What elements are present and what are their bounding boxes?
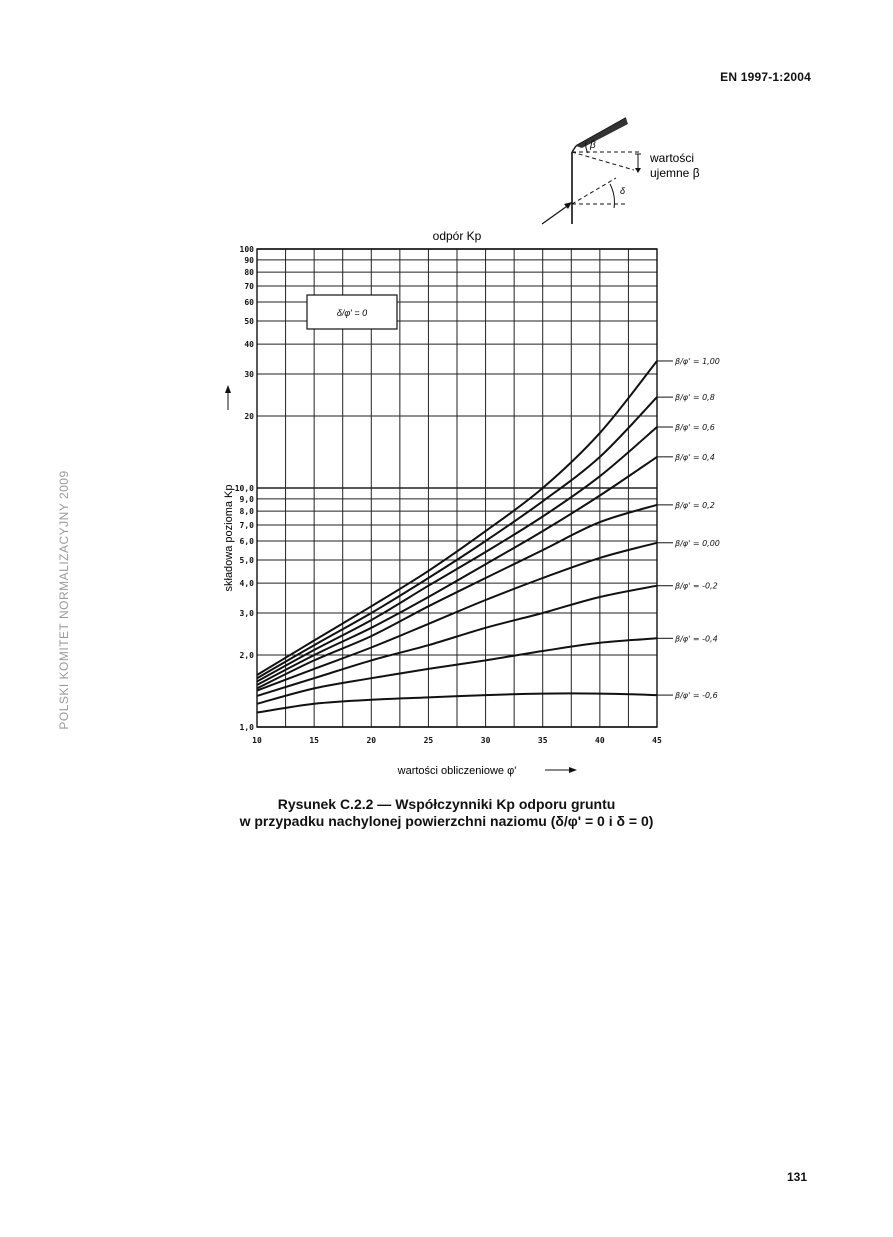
series-label: β/φ' = 0,4 bbox=[675, 452, 715, 462]
x-axis-label: wartości obliczeniowe φ' bbox=[397, 765, 517, 777]
series-label: β/φ' = 0,8 bbox=[675, 393, 715, 403]
x-tick-label: 30 bbox=[480, 736, 491, 745]
ratio-note-text: δ/φ' = 0 bbox=[336, 308, 368, 318]
y-tick-label: 1,0 bbox=[239, 723, 254, 732]
document-id: EN 1997-1:2004 bbox=[720, 70, 811, 84]
y-axis-arrow bbox=[225, 385, 231, 410]
negative-beta-label: wartości bbox=[650, 151, 695, 165]
x-tick-label: 20 bbox=[366, 736, 377, 745]
y-tick-label: 8,0 bbox=[239, 507, 254, 517]
chart-title: odpór Kp bbox=[432, 229, 482, 243]
y-axis-label: składowa pozioma Kp bbox=[223, 484, 235, 592]
watermark-text: POLSKI KOMITET NORMALIZACYJNY 2009 bbox=[57, 470, 71, 730]
series-label: β/φ' = 0,6 bbox=[675, 422, 715, 432]
y-tick-label: 6,0 bbox=[239, 537, 254, 547]
y-tick-label: 50 bbox=[244, 316, 254, 326]
series-label: β/φ' = 0,2 bbox=[675, 500, 715, 510]
x-tick-label: 45 bbox=[652, 736, 662, 745]
series-label: β/φ' = -0,6 bbox=[675, 691, 718, 701]
chart-curve-labels bbox=[657, 357, 720, 700]
y-tick-label: 20 bbox=[244, 412, 254, 422]
kp-chart bbox=[200, 222, 760, 782]
series-label: β/φ' = -0,2 bbox=[675, 581, 718, 591]
delta-label: δ bbox=[620, 186, 626, 196]
y-tick-label: 3,0 bbox=[239, 608, 254, 618]
x-tick-label: 25 bbox=[423, 736, 434, 745]
x-tick-label: 10 bbox=[252, 736, 262, 745]
beta-label: β bbox=[590, 140, 596, 151]
series-label: β/φ' = -0,4 bbox=[675, 634, 718, 644]
slope-hatch bbox=[576, 118, 628, 148]
x-tick-label: 15 bbox=[309, 736, 319, 745]
page-number: 131 bbox=[786, 1170, 807, 1184]
caption-line-2: w przypadku nachylonej powierzchni naziomu (δ/φ' = 0 i δ = 0) bbox=[239, 813, 654, 829]
y-tick-label: 70 bbox=[244, 282, 254, 292]
y-tick-label: 5,0 bbox=[239, 555, 254, 565]
y-tick-label: 10,0 bbox=[234, 484, 254, 493]
y-tick-label: 90 bbox=[244, 255, 254, 265]
series-label: β/φ' = 1,00 bbox=[675, 356, 720, 366]
y-tick-label: 7,0 bbox=[239, 521, 254, 531]
x-axis-arrow bbox=[545, 767, 577, 773]
chart-axes bbox=[235, 245, 662, 745]
sign-convention-diagram bbox=[540, 112, 740, 232]
figure-caption bbox=[0, 796, 893, 830]
x-tick-label: 40 bbox=[595, 736, 605, 745]
ratio-note bbox=[307, 295, 397, 329]
y-tick-label: 100 bbox=[239, 245, 254, 254]
y-tick-label: 9,0 bbox=[239, 494, 254, 504]
negative-beta-label-2: ujemne β bbox=[650, 166, 700, 180]
thrust-arrow bbox=[542, 204, 570, 224]
y-tick-label: 80 bbox=[244, 268, 254, 278]
caption-line-1: Rysunek C.2.2 — Współczynniki Kp odporu gruntu bbox=[277, 796, 616, 812]
y-tick-label: 30 bbox=[244, 369, 254, 379]
series-label: β/φ' = 0,00 bbox=[675, 538, 720, 548]
y-tick-label: 4,0 bbox=[239, 579, 254, 589]
x-tick-label: 35 bbox=[537, 736, 548, 745]
y-tick-label: 2,0 bbox=[239, 651, 254, 661]
y-tick-label: 40 bbox=[244, 340, 254, 350]
y-tick-label: 60 bbox=[244, 298, 254, 308]
